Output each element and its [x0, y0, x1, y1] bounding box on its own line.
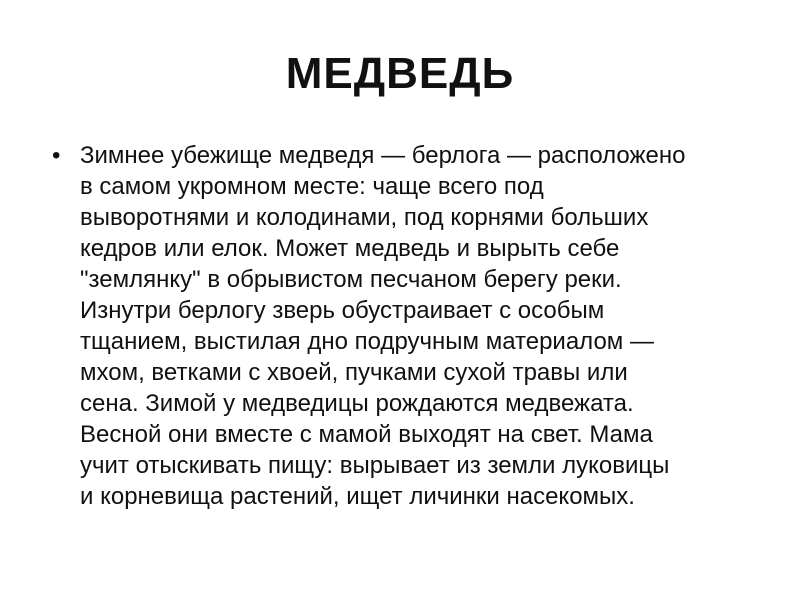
body-text-line: выворотнями и колодинами, под корнями больших: [80, 204, 649, 231]
body-text-line: кедров или елок. Может медведь и вырыть себе: [80, 235, 620, 262]
body-text-line: Весной они вместе с мамой выходят на свет. Мама: [80, 421, 653, 448]
body-text-line: Изнутри берлогу зверь обустраивает с особым: [80, 297, 605, 324]
bullet-item: [52, 140, 742, 512]
slide-title: МЕДВЕДЬ: [285, 49, 515, 98]
body-text-line: "землянку" в обрывистом песчаном берегу реки.: [80, 266, 622, 293]
bullet-icon: •: [52, 142, 61, 169]
body-text-line: мхом, ветками с хвоей, пучками сухой травы или: [80, 359, 628, 386]
body-text-line: тщанием, выстилая дно подручным материалом —: [80, 328, 654, 355]
body-text-line: учит отыскивать пищу: вырывает из земли луковицы: [80, 452, 670, 479]
body-text-line: и корневища растений, ищет личинки насекомых.: [80, 483, 635, 510]
body-text-line: сена. Зимой у медведицы рождаются медвежата.: [80, 390, 634, 417]
body-text-line: в самом укромном месте: чаще всего под: [80, 173, 544, 200]
bullet-list: [52, 140, 742, 512]
body-text-line: Зимнее убежище медведя — берлога — расположено: [80, 142, 686, 169]
